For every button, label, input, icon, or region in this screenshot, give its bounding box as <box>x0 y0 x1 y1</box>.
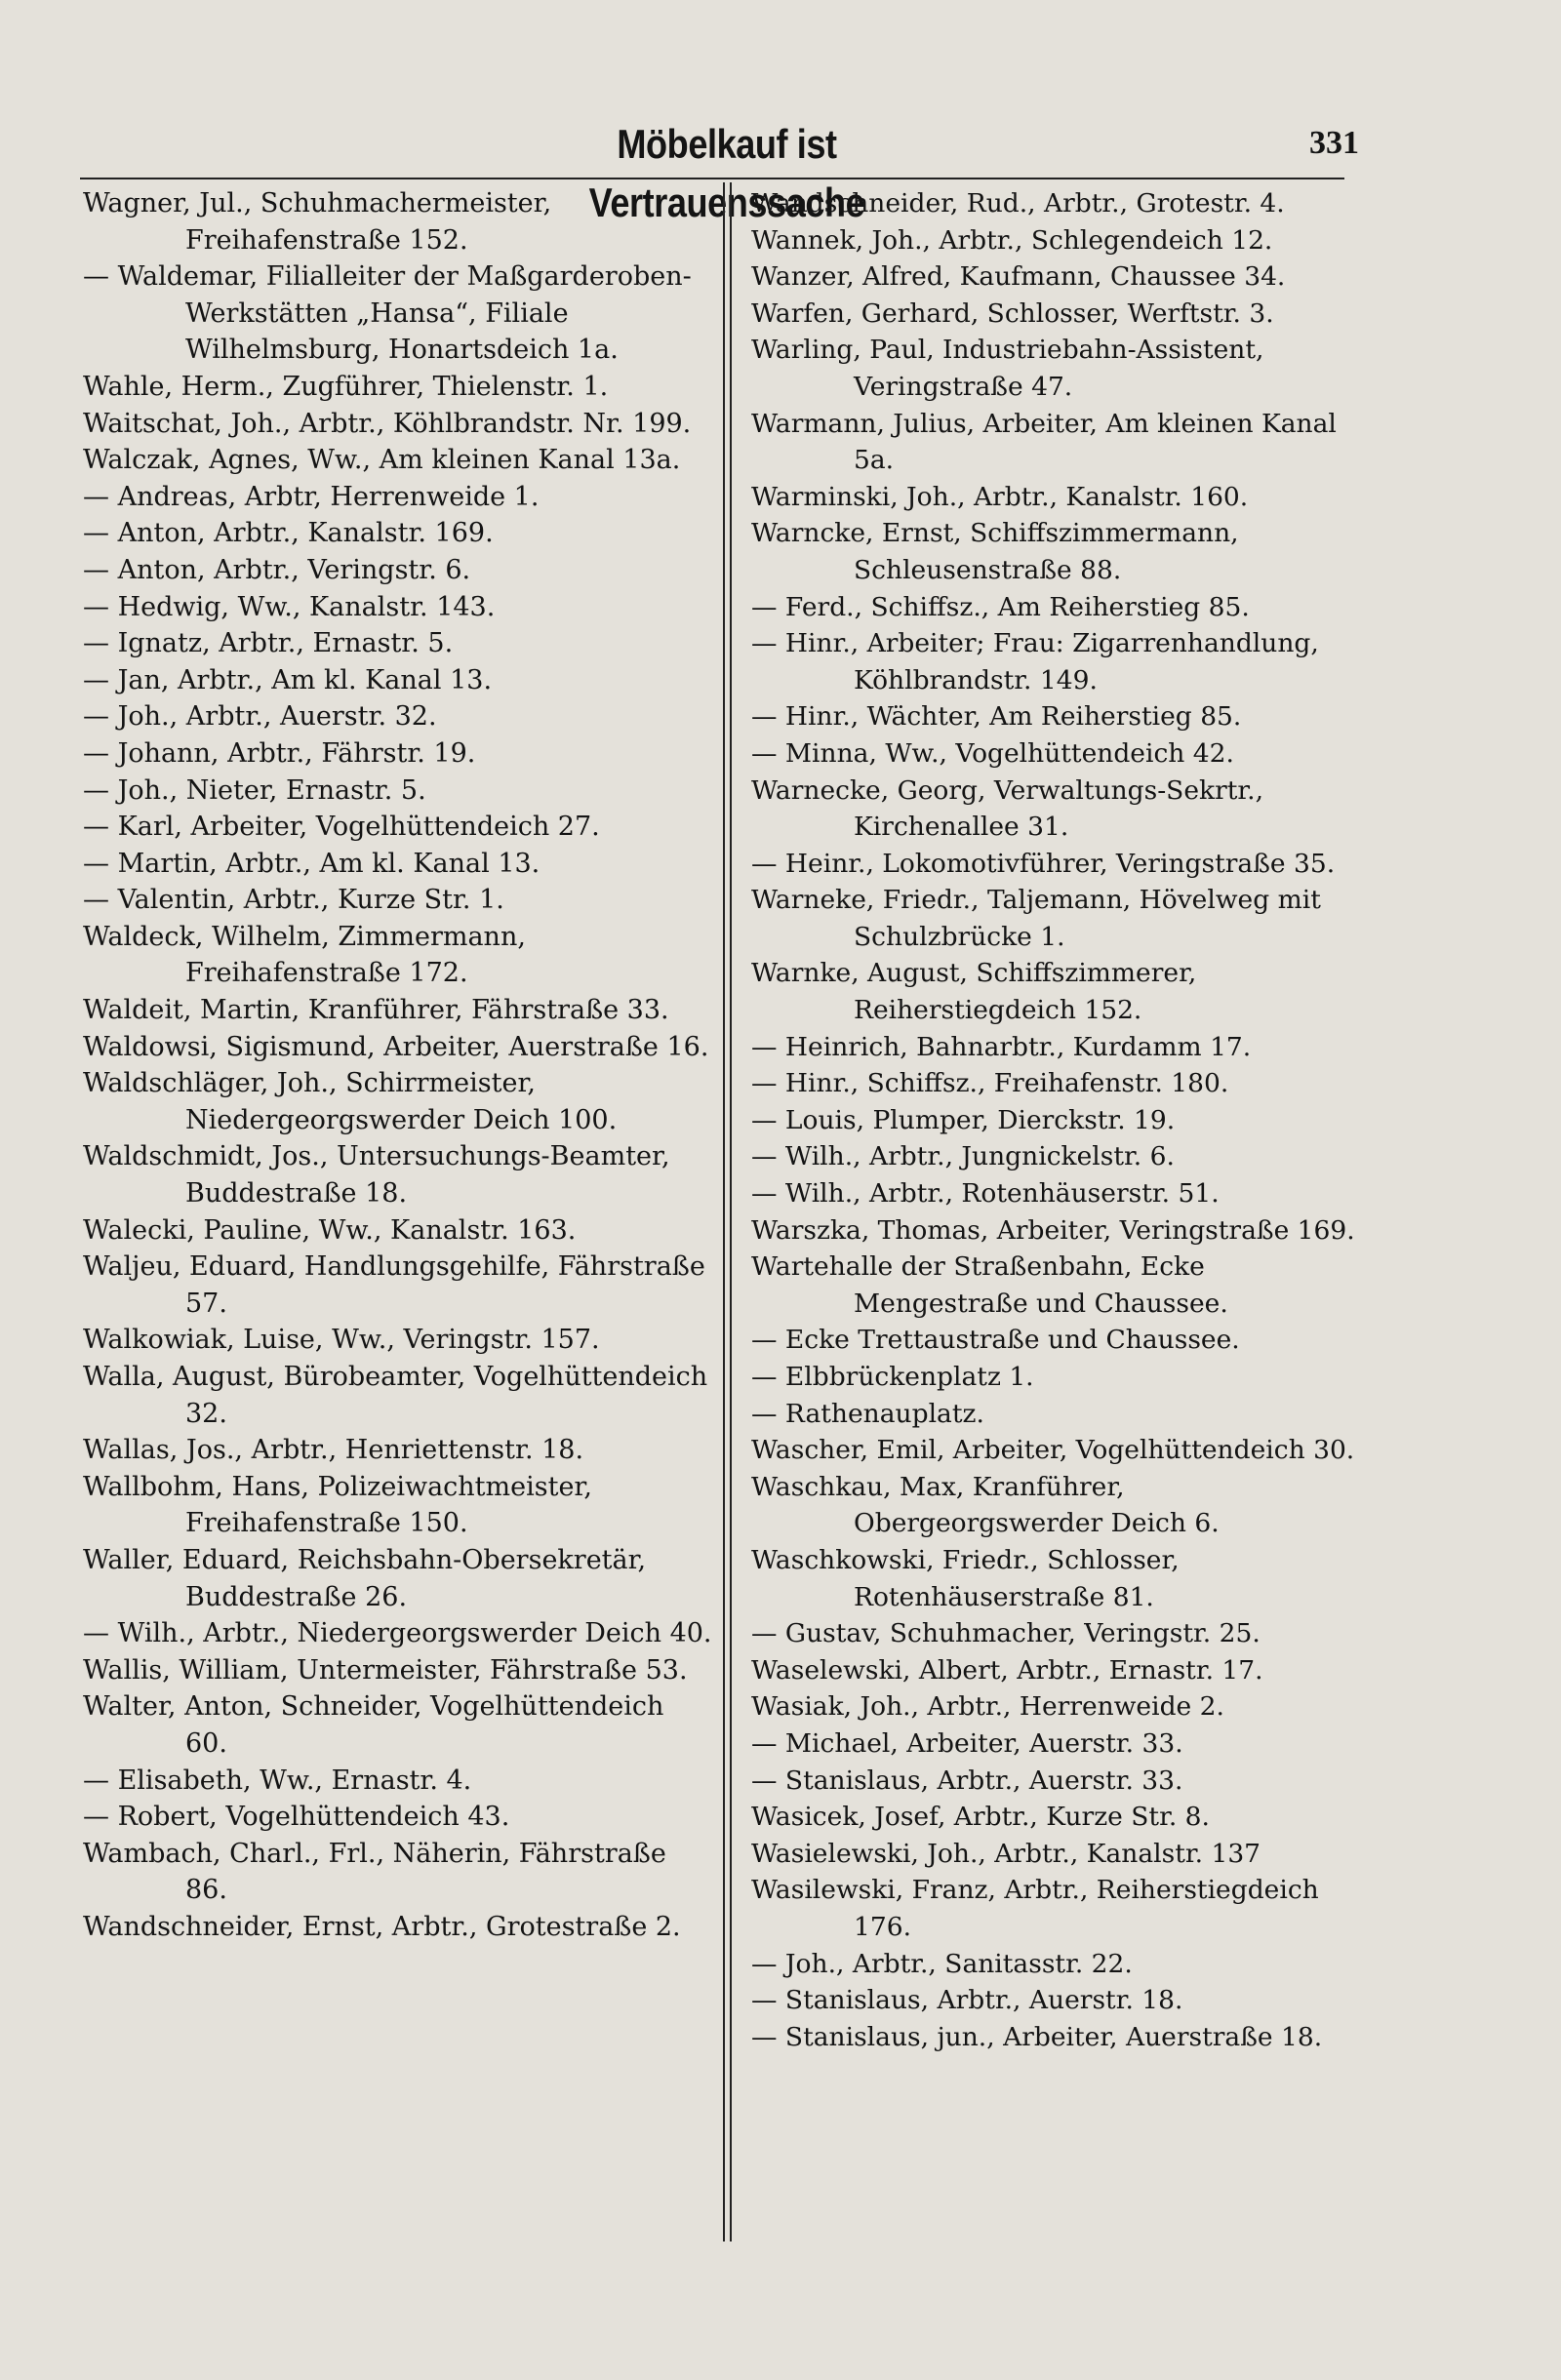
directory-entry: Warnke, August, Schiffszimmerer, Reiherstiegdeich 152. <box>751 958 1197 1026</box>
directory-entry: — Wilh., Arbtr., Jungnickelstr. 6. <box>751 1141 1175 1172</box>
directory-entry: Wanzer, Alfred, Kaufmann, Chaussee 34. <box>751 261 1286 293</box>
directory-entry: Wartehalle der Straßenbahn, Ecke Mengestraße und Chaussee. <box>751 1251 1228 1319</box>
directory-entry: — Minna, Ww., Vogelhüttendeich 42. <box>751 737 1234 769</box>
directory-entry: — Ecke Trettaustraße und Chaussee. <box>751 1325 1240 1356</box>
directory-entry: — Hinr., Schiffsz., Freihafenstr. 180. <box>751 1068 1229 1099</box>
directory-entry: Walter, Anton, Schneider, Vogelhüttendeich 60. <box>83 1691 664 1759</box>
directory-entry: Walla, August, Bürobeamter, Vogelhüttendeich 32. <box>83 1362 708 1429</box>
directory-entry: — Elbbrückenplatz 1. <box>751 1362 1034 1392</box>
directory-entry: — Ignatz, Arbtr., Ernastr. 5. <box>83 628 454 659</box>
directory-entry: Warnecke, Georg, Verwaltungs-Sekrtr., Kirchenallee 31. <box>751 774 1263 843</box>
directory-entry: Warneke, Friedr., Taljemann, Hövelweg mit Schulzbrücke 1. <box>751 885 1321 952</box>
directory-entry: Walczak, Agnes, Ww., Am kleinen Kanal 13a. <box>83 445 681 476</box>
directory-entry: Warling, Paul, Industriebahn-Assistent, Veringstraße 47. <box>751 335 1264 402</box>
directory-entry: Waldschmidt, Jos., Untersuchungs-Beamter, Buddestraße 18. <box>83 1141 670 1210</box>
directory-entry: — Hinr., Wächter, Am Reiherstieg 85. <box>751 701 1242 733</box>
page-number: 331 <box>1309 125 1359 161</box>
directory-entry: Wandschneider, Ernst, Arbtr., Grotestraße 2. <box>83 1911 681 1942</box>
page-title: Möbelkauf ist Vertrauenssache <box>588 121 865 225</box>
directory-entry: Wasilewski, Franz, Arbtr., Reiherstiegdeich 176. <box>751 1875 1319 1942</box>
left-column <box>83 185 712 1946</box>
directory-entry: — Stanislaus, jun., Arbeiter, Auerstraße 18. <box>751 2021 1323 2052</box>
directory-entry: — Valentin, Arbtr., Kurze Str. 1. <box>83 885 504 916</box>
header-rule <box>80 178 1344 179</box>
directory-entry: Wasielewski, Joh., Arbtr., Kanalstr. 137 <box>751 1838 1261 1869</box>
directory-entry: — Wilh., Arbtr., Niedergeorgswerder Deich 40. <box>83 1618 712 1649</box>
directory-entry: Warncke, Ernst, Schiffszimmermann, Schleusenstraße 88. <box>751 518 1239 585</box>
directory-entry: — Joh., Nieter, Ernastr. 5. <box>83 774 426 806</box>
column-divider <box>723 182 732 2241</box>
directory-entry: Wandschneider, Rud., Arbtr., Grotestr. 4. <box>751 188 1285 218</box>
directory-entry: Warszka, Thomas, Arbeiter, Veringstraße 169. <box>751 1214 1355 1246</box>
directory-entry: — Joh., Arbtr., Auerstr. 32. <box>83 701 437 733</box>
directory-entry: Waldowsi, Sigismund, Arbeiter, Auerstraße 16. <box>83 1031 709 1062</box>
directory-entry: — Anton, Arbtr., Veringstr. 6. <box>83 554 471 585</box>
directory-entry: — Martin, Arbtr., Am kl. Kanal 13. <box>83 848 540 879</box>
directory-entry: Wallis, William, Untermeister, Fährstraße 53. <box>83 1654 688 1686</box>
directory-entry: Wambach, Charl., Frl., Näherin, Fährstraße 86. <box>83 1838 666 1906</box>
right-column <box>751 185 1372 2055</box>
directory-entry: — Elisabeth, Ww., Ernastr. 4. <box>83 1765 472 1796</box>
directory-entry: Wascher, Emil, Arbeiter, Vogelhüttendeich 30. <box>751 1435 1355 1466</box>
directory-entry: Warfen, Gerhard, Schlosser, Werftstr. 3. <box>751 298 1274 329</box>
directory-entry: Wagner, Jul., Schuhmachermeister, Freihafenstraße 152. <box>83 188 552 256</box>
directory-entry: Wallas, Jos., Arbtr., Henriettenstr. 18. <box>83 1435 584 1466</box>
directory-entry: — Ferd., Schiffsz., Am Reiherstieg 85. <box>751 591 1250 622</box>
directory-entry: Warmann, Julius, Arbeiter, Am kleinen Kanal 5a. <box>751 408 1337 476</box>
directory-entry: — Heinrich, Bahnarbtr., Kurdamm 17. <box>751 1031 1252 1062</box>
directory-entry: — Jan, Arbtr., Am kl. Kanal 13. <box>83 664 493 695</box>
directory-entry: Wallbohm, Hans, Polizeiwachtmeister, Freihafenstraße 150. <box>83 1471 592 1539</box>
directory-entry: — Rathenauplatz. <box>751 1398 984 1429</box>
directory-entry: — Heinr., Lokomotivführer, Veringstraße 35. <box>751 848 1336 879</box>
directory-entry: — Michael, Arbeiter, Auerstr. 33. <box>751 1727 1183 1759</box>
directory-entry: — Andreas, Arbtr, Herrenweide 1. <box>83 481 540 512</box>
directory-entry: — Hedwig, Ww., Kanalstr. 143. <box>83 591 496 622</box>
directory-entry: Waselewski, Albert, Arbtr., Ernastr. 17. <box>751 1654 1263 1686</box>
directory-entry: — Waldemar, Filialleiter der Maßgarderoben-Werkstätten „Hansa“, Filiale Wilhelmsburg, Honartsdeich 1a. <box>83 261 692 366</box>
directory-entry: — Hinr., Arbeiter; Frau: Zigarrenhandlung, Köhlbrandstr. 149. <box>751 628 1319 695</box>
directory-entry: Wasicek, Josef, Arbtr., Kurze Str. 8. <box>751 1802 1210 1833</box>
directory-entry: Wannek, Joh., Arbtr., Schlegendeich 12. <box>751 224 1273 256</box>
directory-entry: Waschkowski, Friedr., Schlosser, Rotenhäuserstraße 81. <box>751 1544 1180 1612</box>
directory-entry: Waldeit, Martin, Kranführer, Fährstraße 33. <box>83 995 669 1026</box>
directory-entry: — Gustav, Schuhmacher, Veringstr. 25. <box>751 1618 1261 1649</box>
directory-entry: Waitschat, Joh., Arbtr., Köhlbrandstr. Nr. 199. <box>83 408 692 439</box>
directory-entry: — Karl, Arbeiter, Vogelhüttendeich 27. <box>83 812 600 843</box>
directory-entry: Waldeck, Wilhelm, Zimmermann, Freihafenstraße 172. <box>83 921 526 989</box>
directory-entry: Waschkau, Max, Kranführer, Obergeorgswerder Deich 6. <box>751 1471 1220 1539</box>
directory-entry: Wahle, Herm., Zugführer, Thielenstr. 1. <box>83 371 609 402</box>
directory-entry: Waller, Eduard, Reichsbahn-Obersekretär, Buddestraße 26. <box>83 1544 647 1612</box>
directory-entry: Waljeu, Eduard, Handlungsgehilfe, Fährstraße 57. <box>83 1251 705 1319</box>
directory-entry: — Wilh., Arbtr., Rotenhäuserstr. 51. <box>751 1178 1220 1210</box>
directory-entry: Walkowiak, Luise, Ww., Veringstr. 157. <box>83 1325 600 1356</box>
directory-entry: Walecki, Pauline, Ww., Kanalstr. 163. <box>83 1214 577 1246</box>
directory-entry: — Stanislaus, Arbtr., Auerstr. 33. <box>751 1765 1183 1796</box>
directory-entry: — Anton, Arbtr., Kanalstr. 169. <box>83 518 494 549</box>
directory-entry: — Robert, Vogelhüttendeich 43. <box>83 1802 510 1833</box>
directory-entry: Wasiak, Joh., Arbtr., Herrenweide 2. <box>751 1691 1224 1723</box>
directory-entry: Waldschläger, Joh., Schirrmeister, Niedergeorgswerder Deich 100. <box>83 1068 618 1135</box>
directory-entry: — Louis, Plumper, Dierckstr. 19. <box>751 1104 1176 1135</box>
directory-entry: Warminski, Joh., Arbtr., Kanalstr. 160. <box>751 481 1249 512</box>
directory-entry: — Joh., Arbtr., Sanitasstr. 22. <box>751 1948 1133 1979</box>
directory-entry: — Stanislaus, Arbtr., Auerstr. 18. <box>751 1985 1183 2016</box>
directory-entry: — Johann, Arbtr., Fährstr. 19. <box>83 737 476 769</box>
